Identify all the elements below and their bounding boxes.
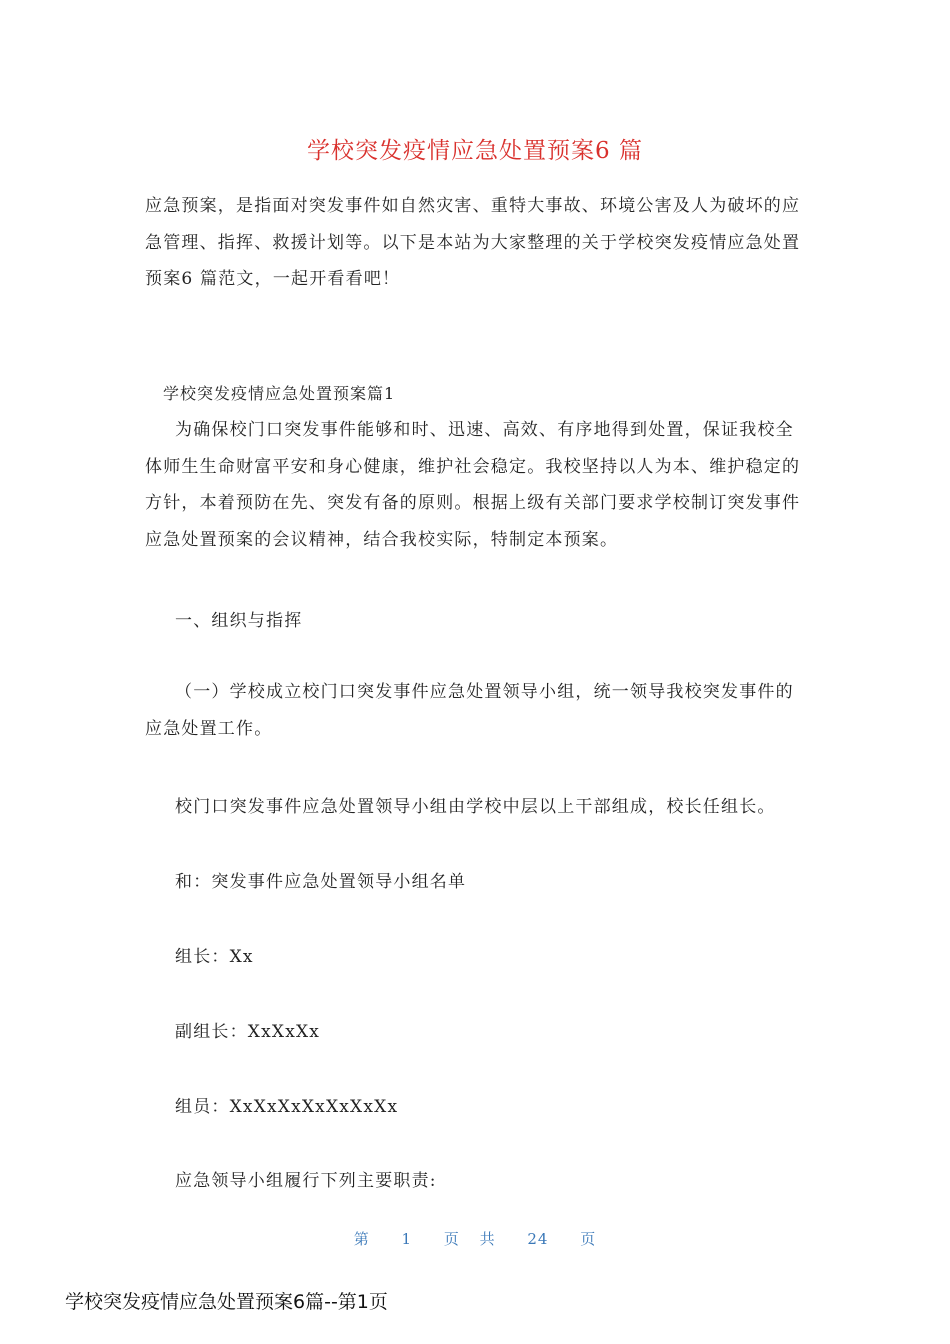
footer-total-pages: 24 [527,1230,549,1248]
body-line-members: 组员：XxXxXxXxXxXxXx [175,1097,399,1117]
body-paragraph-1: 为确保校门口突发事件能够和时、迅速、高效、有序地得到处置，保证我校全体师生生命财富平安和身心健康，维护社会稳定。我校坚持以人为本、维护稳定的方针，本着预防在先、突发有备的原则。根据上级有关部门要求学校制订突发事件应急处置预案的会议精神，结合我校实际，特制定本预案。 [145,420,801,550]
heading-organization: 一、组织与指挥 [175,611,303,631]
body-line-duties: 应急领导小组履行下列主要职责: [175,1171,437,1191]
footer-page-number: 1 [401,1230,413,1248]
body-line-list-title: 和：突发事件应急处置领导小组名单 [175,872,467,892]
section-heading: 学校突发疫情应急处置预案篇1 [163,384,396,403]
body-line-leader: 组长：Xx [175,947,254,967]
body-line-vice-leader: 副组长：XxXxXx [175,1022,321,1042]
page-caption: 学校突发疫情应急处置预案6篇--第1页 [65,1291,388,1313]
document-title: 学校突发疫情应急处置预案6 篇 [307,138,643,164]
footer-middle: 页 共 [443,1230,496,1248]
body-paragraph-2: （一）学校成立校门口突发事件应急处置领导小组，统一领导我校突发事件的应急处置工作。 [145,682,794,739]
footer-prefix: 第 [353,1230,370,1248]
body-line-leader-group: 校门口突发事件应急处置领导小组由学校中层以上干部组成，校长任组长。 [175,797,776,817]
page-footer [0,1228,950,1249]
footer-suffix: 页 [580,1230,597,1248]
intro-paragraph: 应急预案，是指面对突发事件如自然灾害、重特大事故、环境公害及人为破坏的应急管理、指挥、救援计划等。以下是本站为大家整理的关于学校突发疫情应急处置预案6 篇范文，一起开看看吧！ [145,196,801,289]
